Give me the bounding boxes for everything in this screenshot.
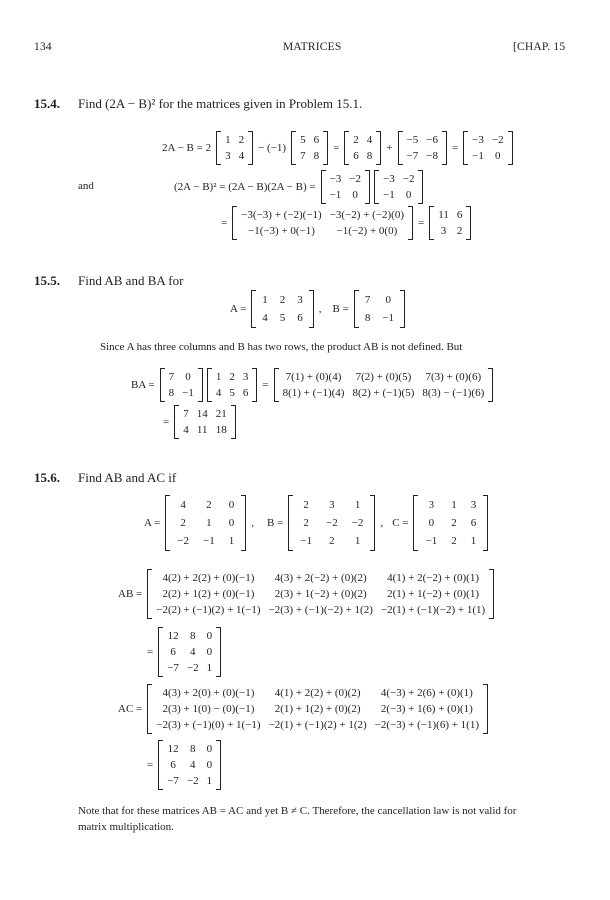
matrix-c bbox=[413, 495, 488, 551]
equation-ba-result: = 7 14 21 4 11 18 bbox=[160, 405, 238, 439]
matrix-cell: −2 bbox=[186, 775, 199, 787]
matrix-cell: 7 bbox=[300, 150, 306, 162]
matrix-cell: 6 bbox=[170, 646, 176, 658]
matrix-cell: 0 bbox=[405, 189, 412, 201]
matrix-cell: 7(3) + (0)(6) bbox=[425, 371, 482, 383]
matrix-cell: 2 bbox=[180, 517, 186, 529]
matrix-cell: −1 bbox=[382, 312, 395, 324]
matrix-cell: 2 bbox=[303, 499, 309, 511]
matrix-cell: 8 bbox=[190, 743, 196, 755]
matrix-cell: 21 bbox=[215, 408, 227, 420]
matrix-cell: −6 bbox=[426, 134, 438, 146]
matrix-cell: 2(3) + 1(0) − (0)(−1) bbox=[162, 703, 255, 715]
matrix-cell: 1 bbox=[354, 535, 361, 547]
matrix-cell: −3 bbox=[472, 134, 484, 146]
equation-ac-result: = 12 8 0 6 4 0 −7 −2 1 bbox=[144, 740, 223, 790]
matrix bbox=[216, 131, 253, 165]
matrix bbox=[158, 627, 221, 677]
matrix-cell: 3 bbox=[242, 371, 249, 383]
matrix bbox=[463, 131, 512, 165]
matrix-cell: −2(1) + (−1)(−2) + 1(1) bbox=[380, 604, 486, 616]
matrix-cell: 1 bbox=[206, 517, 212, 529]
matrix-cell: 0 bbox=[352, 189, 358, 201]
matrix-cell: 7(2) + (0)(5) bbox=[355, 371, 412, 383]
matrix-cell: 0 bbox=[228, 517, 235, 529]
matrix-cell: −2 bbox=[491, 134, 504, 146]
matrix-cell: 5 bbox=[300, 134, 306, 146]
equation-ab-result: = 12 8 0 6 4 0 −7 −2 1 bbox=[144, 627, 223, 677]
matrix-cell: −1 bbox=[182, 387, 194, 399]
matrix-cell: 5 bbox=[279, 312, 286, 324]
matrix-cell: 4 bbox=[180, 499, 186, 511]
matrix-cell: 4 bbox=[262, 312, 268, 324]
matrix bbox=[398, 131, 447, 165]
matrix-cell: 7 bbox=[168, 371, 175, 383]
matrix bbox=[344, 131, 381, 165]
problem-number-15-6: 15.6. bbox=[34, 470, 60, 485]
matrix-cell: −1 bbox=[425, 535, 438, 547]
equation-square: (2A − B)² = (2A − B)(2A − B) = −3 −2 −1 0 −3 −2 −1 0 bbox=[174, 170, 425, 204]
matrix-cell: 2(1) + 1(−2) + (0)(1) bbox=[387, 588, 480, 600]
matrix-cell: 11 bbox=[196, 424, 208, 436]
matrix-cell: 2(3) + 1(−2) + (0)(2) bbox=[274, 588, 367, 600]
matrix-cell: −2 bbox=[177, 535, 190, 547]
matrix-cell: −3 bbox=[329, 173, 342, 185]
matrix-cell: 5 bbox=[229, 387, 235, 399]
matrix bbox=[291, 131, 328, 165]
matrix-cell: 1 bbox=[262, 294, 268, 306]
matrix-cell: 18 bbox=[215, 424, 227, 436]
note-ab-undefined: Since A has three columns and B has two rows, the product AB is not defined. But bbox=[100, 341, 463, 353]
equation-a-b-c: A = 4 2 0 2 1 0 −2 −1 1 , B = 2 3 1 2 −2 −2 −1 2 1 , C = 3 1 3 0 2 6 −1 2 1 bbox=[144, 495, 490, 551]
matrix-cell: 1 bbox=[470, 535, 477, 547]
matrix-cell: 0 bbox=[495, 150, 501, 162]
matrix-cell: 14 bbox=[196, 408, 208, 420]
matrix-cell: −5 bbox=[406, 134, 419, 146]
equation-ba: BA = 7 0 8 −1 1 2 3 4 5 6 = 7(1) + (0)(4) 7(2) + (0)(5) 7(3) + (0)(6) 8(1) + (−1)(4) 8(2) + (−1)(5) 8(3) − (−1)(6) bbox=[131, 368, 495, 402]
matrix bbox=[147, 684, 488, 734]
matrix-cell: −2 bbox=[402, 173, 415, 185]
matrix-cell: 8(2) + (−1)(5) bbox=[352, 387, 415, 399]
matrix bbox=[207, 368, 258, 402]
matrix-cell: 1 bbox=[206, 775, 213, 787]
matrix-cell: 8 bbox=[364, 312, 371, 324]
matrix-cell: 2 bbox=[303, 517, 309, 529]
matrix-cell: 2 bbox=[456, 225, 463, 237]
matrix-b bbox=[288, 495, 375, 551]
matrix bbox=[274, 368, 494, 402]
equation-ab-expanded: AB = 4(2) + 2(2) + (0)(−1) 4(3) + 2(−2) + (0)(2) 4(1) + 2(−2) + (0)(1) 2(2) + 1(2) + (0)(−1) 2(3) + 1(−2) + (0)(2) 2(1) + 1(−2) + (0)(1) −2(2) + (−1)(2) + 1(−1) −2(3) + (−1)(−2) + 1(2) −2(1) + (−1)(−2) + 1(1) bbox=[118, 569, 496, 619]
matrix-cell: 2 bbox=[229, 371, 235, 383]
matrix-cell: −1 bbox=[383, 189, 395, 201]
matrix-cell: 0 bbox=[206, 630, 213, 642]
matrix-cell: −2(3) + (−1)(0) + 1(−1) bbox=[156, 719, 261, 731]
matrix-cell: 0 bbox=[206, 646, 213, 658]
matrix-cell: −1 bbox=[203, 535, 215, 547]
conclusion-paragraph: Note that for these matrices AB = AC and yet B ≠ C. Therefore, the cancellation law is not valid for matrix multiplication. bbox=[78, 805, 517, 833]
matrix bbox=[160, 368, 203, 402]
matrix-cell: 2 bbox=[353, 134, 359, 146]
matrix-cell: 3 bbox=[329, 499, 335, 511]
page-number: 134 bbox=[34, 41, 52, 53]
matrix bbox=[321, 170, 370, 204]
matrix-cell: 6 bbox=[297, 312, 303, 324]
matrix-cell: 2(2) + 1(2) + (0)(−1) bbox=[162, 588, 255, 600]
matrix-cell: 1 bbox=[225, 134, 231, 146]
matrix-cell: 6 bbox=[170, 759, 176, 771]
matrix-cell: 4 bbox=[183, 424, 189, 436]
matrix-cell: 0 bbox=[428, 517, 435, 529]
matrix-cell: 8 bbox=[313, 150, 320, 162]
matrix-a bbox=[165, 495, 246, 551]
matrix-cell: 3 bbox=[225, 150, 231, 162]
matrix-cell: 4(3) + 2(−2) + (0)(2) bbox=[274, 572, 367, 584]
matrix-cell: 3 bbox=[440, 225, 447, 237]
matrix-cell: 2 bbox=[451, 517, 457, 529]
equation-a-b: A = 1 2 3 4 5 6 , B = 7 0 8 −1 bbox=[230, 290, 407, 328]
matrix-cell: −7 bbox=[167, 662, 179, 674]
matrix-cell: 0 bbox=[228, 499, 235, 511]
matrix-cell: 1 bbox=[451, 499, 457, 511]
matrix-cell: −1 bbox=[329, 189, 342, 201]
matrix-cell: −2(2) + (−1)(2) + 1(−1) bbox=[156, 604, 261, 616]
matrix-cell: −7 bbox=[167, 775, 179, 787]
equation-ac-expanded: AC = 4(3) + 2(0) + (0)(−1) 4(1) + 2(2) + (0)(2) 4(−3) + 2(6) + (0)(1) 2(3) + 1(0) − (0)(−1) 2(1) + 1(2) + (0)(2) 2(−3) + 1(6) + (0)(1) −2(3) + (−1)(0) + 1(−1) −2(1) + (−1)(2) + 1(2) −2(−3) + (−1)(6) + 1(1) bbox=[118, 684, 490, 734]
matrix bbox=[174, 405, 236, 439]
matrix-cell: 4(1) + 2(2) + (0)(2) bbox=[274, 687, 361, 699]
matrix-cell: 7(1) + (0)(4) bbox=[285, 371, 342, 383]
matrix-cell: −7 bbox=[406, 150, 419, 162]
matrix-cell: −2(3) + (−1)(−2) + 1(2) bbox=[268, 604, 373, 616]
matrix bbox=[232, 206, 413, 240]
matrix bbox=[147, 569, 494, 619]
matrix-cell: 2 bbox=[206, 499, 212, 511]
matrix-cell: 8(3) − (−1)(6) bbox=[422, 387, 485, 399]
matrix-cell: −2 bbox=[186, 662, 199, 674]
matrix-cell: 2 bbox=[329, 535, 335, 547]
matrix bbox=[429, 206, 471, 240]
matrix-cell: −1(−2) + 0(0) bbox=[336, 225, 398, 237]
matrix-cell: 3 bbox=[428, 499, 435, 511]
matrix-cell: 0 bbox=[385, 294, 391, 306]
matrix-cell: −3(−3) + (−2)(−1) bbox=[241, 209, 322, 221]
problem-text-15-4: Find (2A − B)² for the matrices given in Problem 15.1. bbox=[78, 96, 363, 111]
matrix-cell: 2 bbox=[279, 294, 286, 306]
matrix-cell: −1 bbox=[300, 535, 312, 547]
equation-square-result: = −3(−3) + (−2)(−1) −3(−2) + (−2)(0) −1(−3) + 0(−1) −1(−2) + 0(0) = 11 6 3 2 bbox=[218, 206, 473, 240]
matrix-cell: 4(1) + 2(−2) + (0)(1) bbox=[387, 572, 480, 584]
matrix-cell: 12 bbox=[167, 743, 179, 755]
matrix-cell: 1 bbox=[215, 371, 222, 383]
equation-2a-minus-b: 2A − B = 2 1 2 3 4 − (−1) 5 6 7 8 = 2 4 6 8 + −5 −6 −7 −8 = −3 −2 −1 0 bbox=[162, 131, 515, 165]
matrix-a bbox=[251, 290, 314, 328]
matrix-cell: 11 bbox=[438, 209, 449, 221]
problem-text-15-5: Find AB and BA for bbox=[78, 273, 184, 288]
matrix-cell: 1 bbox=[354, 499, 361, 511]
matrix-cell: 1 bbox=[206, 662, 213, 674]
and-label: and bbox=[78, 180, 94, 192]
matrix-cell: −8 bbox=[426, 150, 438, 162]
matrix-cell: 3 bbox=[470, 499, 477, 511]
matrix-cell: 0 bbox=[185, 371, 191, 383]
matrix-cell: 2 bbox=[451, 535, 457, 547]
problem-number-15-4: 15.4. bbox=[34, 96, 60, 111]
matrix-cell: −1(−3) + 0(−1) bbox=[247, 225, 315, 237]
matrix-b bbox=[354, 290, 405, 328]
matrix-cell: 8(1) + (−1)(4) bbox=[282, 387, 345, 399]
matrix-cell: 4 bbox=[238, 150, 245, 162]
matrix-cell: −2 bbox=[351, 517, 364, 529]
matrix bbox=[374, 170, 423, 204]
chapter-label: [CHAP. 15 bbox=[513, 41, 566, 53]
matrix-cell: −3 bbox=[383, 173, 395, 185]
running-title: MATRICES bbox=[283, 41, 342, 53]
matrix-cell: 6 bbox=[242, 387, 249, 399]
matrix-cell: 4 bbox=[366, 134, 373, 146]
matrix bbox=[158, 740, 221, 790]
problem-text-15-6: Find AB and AC if bbox=[78, 470, 177, 485]
matrix-cell: −2 bbox=[349, 173, 362, 185]
matrix-cell: −2(1) + (−1)(2) + 1(2) bbox=[268, 719, 367, 731]
matrix-cell: 1 bbox=[228, 535, 235, 547]
matrix-cell: 6 bbox=[456, 209, 463, 221]
matrix-cell: −2 bbox=[326, 517, 338, 529]
matrix-cell: 4(−3) + 2(6) + (0)(1) bbox=[380, 687, 473, 699]
matrix-cell: 12 bbox=[167, 630, 179, 642]
matrix-cell: 6 bbox=[353, 150, 359, 162]
matrix-cell: 7 bbox=[183, 408, 189, 420]
matrix-cell: 2 bbox=[238, 134, 245, 146]
problem-number-15-5: 15.5. bbox=[34, 273, 60, 288]
matrix-cell: 4 bbox=[190, 646, 196, 658]
matrix-cell: 0 bbox=[206, 759, 213, 771]
matrix-cell: 4(3) + 2(0) + (0)(−1) bbox=[162, 687, 255, 699]
matrix-cell: 8 bbox=[366, 150, 373, 162]
matrix-cell: −3(−2) + (−2)(0) bbox=[329, 209, 405, 221]
matrix-cell: −1 bbox=[472, 150, 484, 162]
matrix-cell: 7 bbox=[364, 294, 371, 306]
matrix-cell: −2(−3) + (−1)(6) + 1(1) bbox=[374, 719, 480, 731]
matrix-cell: 4 bbox=[215, 387, 222, 399]
matrix-cell: 4(2) + 2(2) + (0)(−1) bbox=[162, 572, 255, 584]
matrix-cell: 4 bbox=[190, 759, 196, 771]
matrix-cell: 2(1) + 1(2) + (0)(2) bbox=[274, 703, 361, 715]
matrix-cell: 6 bbox=[313, 134, 320, 146]
matrix-cell: 8 bbox=[168, 387, 175, 399]
matrix-cell: 0 bbox=[206, 743, 213, 755]
matrix-cell: 3 bbox=[297, 294, 303, 306]
matrix-cell: 2(−3) + 1(6) + (0)(1) bbox=[380, 703, 473, 715]
matrix-cell: 8 bbox=[190, 630, 196, 642]
matrix-cell: 6 bbox=[470, 517, 477, 529]
